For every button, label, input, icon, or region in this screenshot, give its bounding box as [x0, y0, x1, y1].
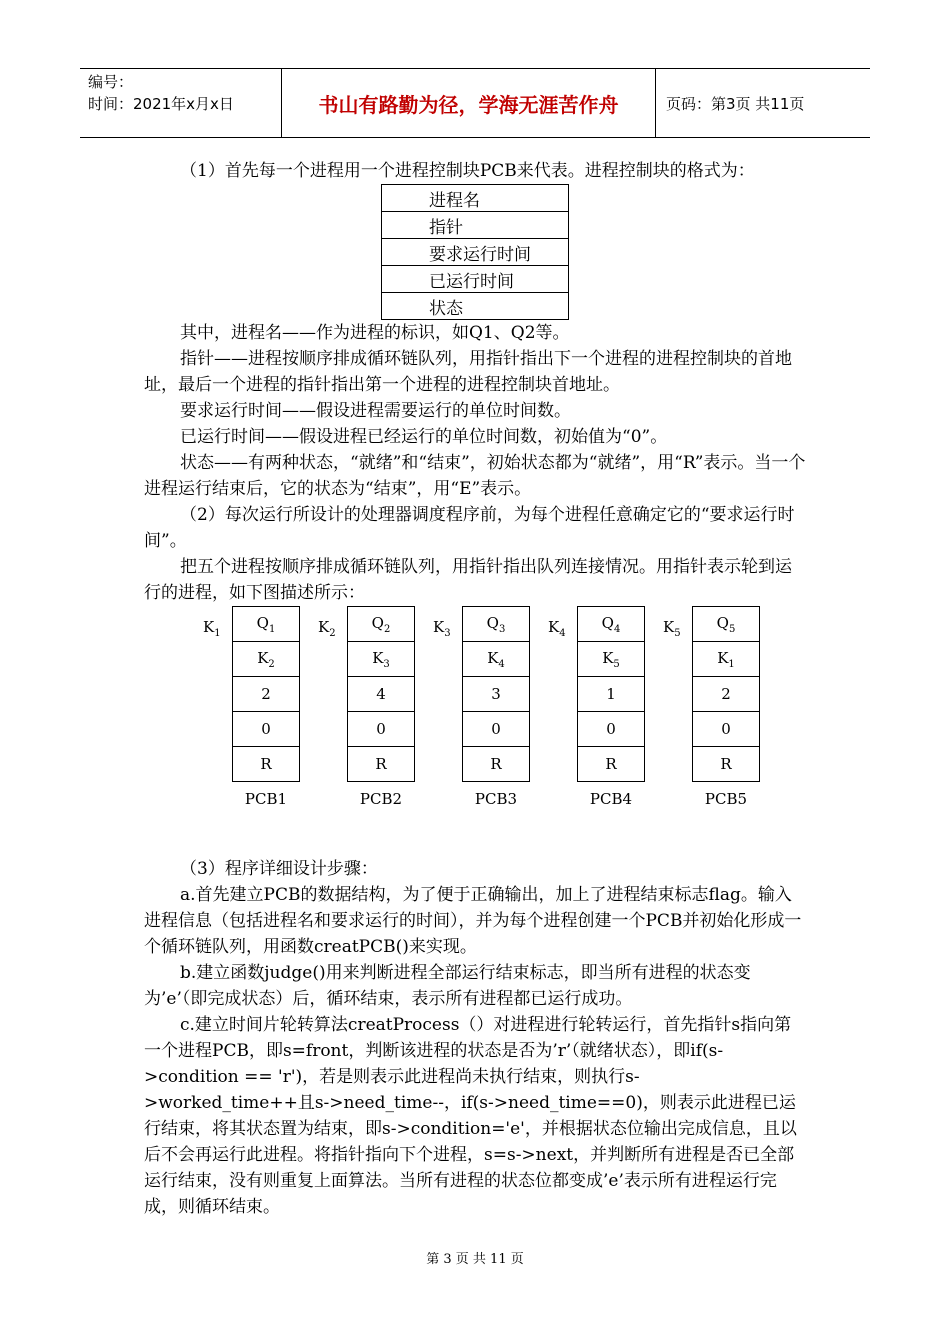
- pcb-name-cell: $Q_4$: [578, 607, 645, 642]
- pcb-required-cell: 2: [233, 677, 300, 712]
- pcb-block: [347, 606, 415, 782]
- section2-queue: 把五个进程按顺序排成循环链队列，用指针指出队列连接情况。用指针表示轮到运行的进程，如下图描述所示：: [144, 557, 792, 603]
- step-a: a.首先建立PCB的数据结构，为了便于正确输出，加上了进程结束标志flag。输入进程信息（包括进程名和要求运行的时间），并为每个进程创建一个PCB并初始化形成一个循环链队列，用函数creatPCB()来实现。: [144, 885, 802, 957]
- pcb-state-cell: R: [463, 747, 530, 782]
- pcb-required-cell: 2: [693, 677, 760, 712]
- pcb-field: 状态: [382, 293, 569, 320]
- pcb-next-cell: $K_3$: [348, 642, 415, 677]
- desc-required-time: 要求运行时间——假设进程需要运行的单位时间数。: [180, 401, 571, 421]
- pcb-block: [692, 606, 760, 782]
- pcb-next-cell: $K_1$: [693, 642, 760, 677]
- pcb-queue-diagram: [0, 606, 950, 816]
- section3-block: [144, 856, 808, 1220]
- pcb-name-cell: $Q_5$: [693, 607, 760, 642]
- pcb-elapsed-cell: 0: [233, 712, 300, 747]
- pcb-required-cell: 3: [463, 677, 530, 712]
- pcb-state-cell: R: [348, 747, 415, 782]
- pcb-state-cell: R: [693, 747, 760, 782]
- time-label: 时间：2021年x月x日: [88, 95, 234, 113]
- pcb-field: 已运行时间: [382, 266, 569, 293]
- pointer-label: $K_2$: [318, 618, 336, 639]
- pcb-elapsed-cell: 0: [693, 712, 760, 747]
- pcb-elapsed-cell: 0: [578, 712, 645, 747]
- pcb-label: PCB3: [474, 790, 518, 808]
- pcb-field: 要求运行时间: [382, 239, 569, 266]
- page-header: [80, 68, 870, 138]
- step-b: b.建立函数judge()用来判断进程全部运行结束标志，即当所有进程的状态变为’e’（即完成状态）后，循环结束，表示所有进程都已运行成功。: [144, 963, 751, 1009]
- pcb-state-cell: R: [578, 747, 645, 782]
- section3-intro: （3）程序详细设计步骤：: [180, 859, 378, 879]
- pcb-block: [462, 606, 530, 782]
- pcb-field: 进程名: [382, 185, 569, 212]
- pcb-next-cell: $K_5$: [578, 642, 645, 677]
- pcb-name-cell: $Q_2$: [348, 607, 415, 642]
- header-page-info: 页码：第3页 共11页: [666, 94, 805, 113]
- number-label: 编号：: [88, 73, 134, 91]
- pointer-label: $K_1$: [203, 618, 221, 639]
- pcb-name-cell: $Q_1$: [233, 607, 300, 642]
- pcb-required-cell: 1: [578, 677, 645, 712]
- pointer-label: $K_5$: [663, 618, 681, 639]
- section1-descriptions: [144, 320, 808, 606]
- pcb-elapsed-cell: 0: [348, 712, 415, 747]
- pcb-state-cell: R: [233, 747, 300, 782]
- pcb-format-table: [381, 184, 569, 320]
- desc-name: 其中，进程名——作为进程的标识，如Q1、Q2等。: [180, 323, 570, 343]
- pcb-block: [232, 606, 300, 782]
- section1-intro-block: [144, 158, 808, 184]
- pcb-name-cell: $Q_3$: [463, 607, 530, 642]
- pcb-block: [577, 606, 645, 782]
- pcb-field: 指针: [382, 212, 569, 239]
- page-footer: 第 3 页 共 11 页: [426, 1252, 524, 1267]
- pcb-next-cell: $K_4$: [463, 642, 530, 677]
- pcb-label: PCB1: [244, 790, 288, 808]
- step-c: c.建立时间片轮转算法creatProcess（）对进程进行轮转运行，首先指针s指向第一个进程PCB，即s=front，判断该进程的状态是否为’r’（就绪状态），即if(s->condition == 'r')，若是则表示此进程尚未执行结束，则执行s->worked_time++且s->need_time--，if(s->need_time==0)，则表示此进程已运行结束，将其状态置为结束，即s->condition='e'，并根据状态位输出完成信息，且以后不会再运行此进程。将指针指向下个进程，s=s->next，并判断所有进程是否已全部运行结束，没有则重复上面算法。当所有进程的状态位都变成’e’表示所有进程运行完成，则循环结束。: [144, 1015, 797, 1217]
- section1-intro: （1）首先每一个进程用一个进程控制块PCB来代表。进程控制块的格式为：: [180, 161, 755, 181]
- desc-elapsed-time: 已运行时间——假设进程已经运行的单位时间数，初始值为“0”。: [180, 427, 668, 447]
- header-motto: 书山有路勤为径，学海无涯苦作舟: [282, 69, 656, 137]
- desc-state: 状态——有两种状态，“就绪”和“结束”，初始状态都为“就绪”，用“R”表示。当一个进程运行结束后，它的状态为“结束”，用“E”表示。: [144, 453, 806, 499]
- pcb-label: PCB2: [359, 790, 403, 808]
- section2-intro: （2）每次运行所设计的处理器调度程序前，为每个进程任意确定它的“要求运行时间”。: [144, 505, 795, 551]
- pcb-elapsed-cell: 0: [463, 712, 530, 747]
- pointer-label: $K_3$: [433, 618, 451, 639]
- pcb-required-cell: 4: [348, 677, 415, 712]
- pcb-next-cell: $K_2$: [233, 642, 300, 677]
- header-meta: [80, 69, 282, 137]
- pointer-label: $K_4$: [548, 618, 566, 639]
- pcb-label: PCB4: [589, 790, 633, 808]
- pcb-label: PCB5: [704, 790, 748, 808]
- desc-pointer: 指针——进程按顺序排成循环链队列，用指针指出下一个进程的进程控制块的首地址，最后一个进程的指针指出第一个进程的进程控制块首地址。: [144, 349, 792, 395]
